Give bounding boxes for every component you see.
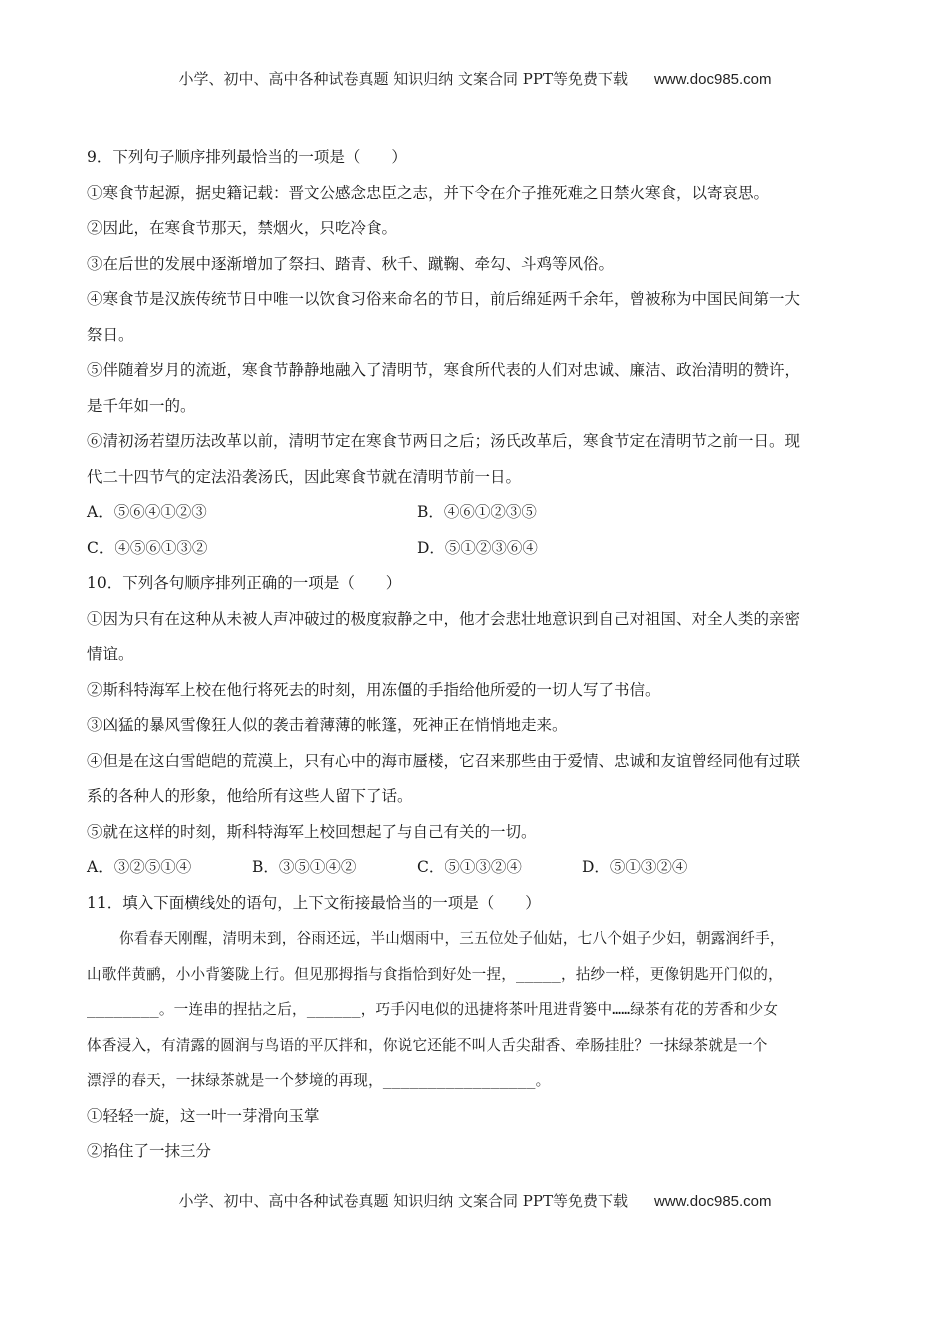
q10-option-a[interactable]: A．③②⑤①④ (87, 858, 192, 876)
q9-sentence-4-line-1: ④寒食节是汉族传统节日中唯一以饮食习俗来命名的节日，前后绵延两千余年，曾被称为中国民间第一大 (87, 290, 801, 308)
question-10 (87, 566, 863, 886)
q11-passage-line-3: ________。一连串的捏拈之后，______，巧手闪电似的迅捷将茶叶甩进背篓中……绿茶有花的芳香和少女 (87, 1001, 779, 1018)
q10-option-d[interactable]: D．⑤①③②④ (582, 858, 688, 876)
page-header (0, 68, 950, 89)
question-11-stem: 11．填入下面横线处的语句，上下文衔接最恰当的一项是（ ） (87, 893, 541, 912)
question-11 (87, 886, 863, 1170)
q9-option-a[interactable]: A．⑤⑥④①②③ (87, 503, 207, 521)
q11-passage (87, 921, 863, 1099)
q11-sentence-2: ②掐住了一抹三分 (87, 1142, 212, 1160)
question-9-stem: 9．下列句子顺序排列最恰当的一项是（ ） (87, 148, 407, 166)
q10-options-row (87, 850, 863, 886)
q9-sentence-3: ③在后世的发展中逐渐增加了祭扫、踏青、秋千、蹴鞠、牵勾、斗鸡等风俗。 (87, 254, 615, 273)
q9-option-b[interactable]: B．④⑥①②③⑤ (417, 503, 537, 521)
page-footer (0, 1190, 950, 1211)
q10-sentence-2: ②斯科特海军上校在他行将死去的时刻，用冻僵的手指给他所爱的一切人写了书信。 (87, 680, 661, 699)
footer-site-link[interactable]: www.doc985.com (653, 1193, 772, 1210)
q9-option-d[interactable]: D．⑤①②③⑥④ (417, 538, 538, 557)
q10-option-b[interactable]: B．③⑤①④② (252, 858, 357, 876)
exam-content (87, 140, 863, 1170)
q9-sentence-5-line-1: ⑤伴随着岁月的流逝，寒食节静静地融入了清明节，寒食所代表的人们对忠诚、廉洁、政治清明的赞许， (87, 361, 801, 379)
q10-sentence-4-line-1: ④但是在这白雪皑皑的荒漠上，只有心中的海市蜃楼，它召来那些由于爱情、忠诚和友谊曾经同他有过联 (87, 751, 801, 770)
q9-sentence-2: ②因此，在寒食节那天，禁烟火，只吃冷食。 (87, 219, 398, 237)
q11-passage-line-4: 体香浸入，有清露的圆润与鸟语的平仄拌和，你说它还能不叫人舌尖甜香、牵肠挂肚？一抹绿茶就是一个 (87, 1036, 768, 1054)
question-10-stem: 10．下列各句顺序排列正确的一项是（ ） (87, 574, 402, 592)
header-text: 小学、初中、高中各种试卷真题 知识归纳 文案合同 PPT等免费下载 (178, 70, 628, 88)
q11-passage-line-1: 你看春天刚醒，清明未到，谷雨还远，半山烟雨中，三五位处子仙姑，七八个姐子少妇，朝露润纤手， (119, 930, 785, 947)
q9-sentence-5-line-2: 是千年如一的。 (87, 396, 196, 415)
q11-passage-line-5: 漂浮的春天，一抹绿茶就是一个梦境的再现，_________________。 (87, 1072, 551, 1089)
q10-sentence-4-line-2: 系的各种人的形象，他给所有这些人留下了话。 (87, 787, 413, 805)
q10-sentence-1-line-1: ①因为只有在这种从未被人声冲破过的极度寂静之中，他才会悲壮地意识到自己对祖国、对全人类的亲密 (87, 609, 801, 628)
q9-options-row-2 (87, 531, 863, 567)
q11-sentence-1: ①轻轻一旋，这一叶一芽滑向玉掌 (87, 1106, 320, 1125)
q10-sentence-3: ③凶猛的暴风雪像狂人似的袭击着薄薄的帐篷，死神正在悄悄地走来。 (87, 716, 568, 734)
q9-sentence-4-line-2: 祭日。 (87, 325, 134, 344)
question-9 (87, 140, 863, 566)
q10-sentence-1-line-2: 情谊。 (87, 645, 134, 663)
q10-sentence-5: ⑤就在这样的时刻，斯科特海军上校回想起了与自己有关的一切。 (87, 822, 537, 841)
q10-option-c[interactable]: C．⑤①③②④ (417, 858, 522, 876)
q9-options-row-1 (87, 495, 863, 531)
q9-option-c[interactable]: C．④⑤⑥①③② (87, 538, 208, 557)
footer-text: 小学、初中、高中各种试卷真题 知识归纳 文案合同 PPT等免费下载 (178, 1192, 628, 1210)
q9-sentence-6-line-2: 代二十四节气的定法沿袭汤氏，因此寒食节就在清明节前一日。 (87, 467, 522, 486)
q11-passage-line-2: 山歌伴黄鹂，小小背篓陇上行。但见那拇指与食指恰到好处一捏，_____，拈纱一样，更像钥匙开门似的， (87, 965, 783, 983)
q9-sentence-6-line-1: ⑥清初汤若望历法改革以前，清明节定在寒食节两日之后；汤氏改革后，寒食节定在清明节之前一日。现 (87, 432, 801, 450)
q9-sentence-1: ①寒食节起源，据史籍记载：晋文公感念忠臣之志，并下令在介子推死难之日禁火寒食，以寄哀思。 (87, 183, 770, 202)
header-site-link[interactable]: www.doc985.com (653, 71, 772, 88)
